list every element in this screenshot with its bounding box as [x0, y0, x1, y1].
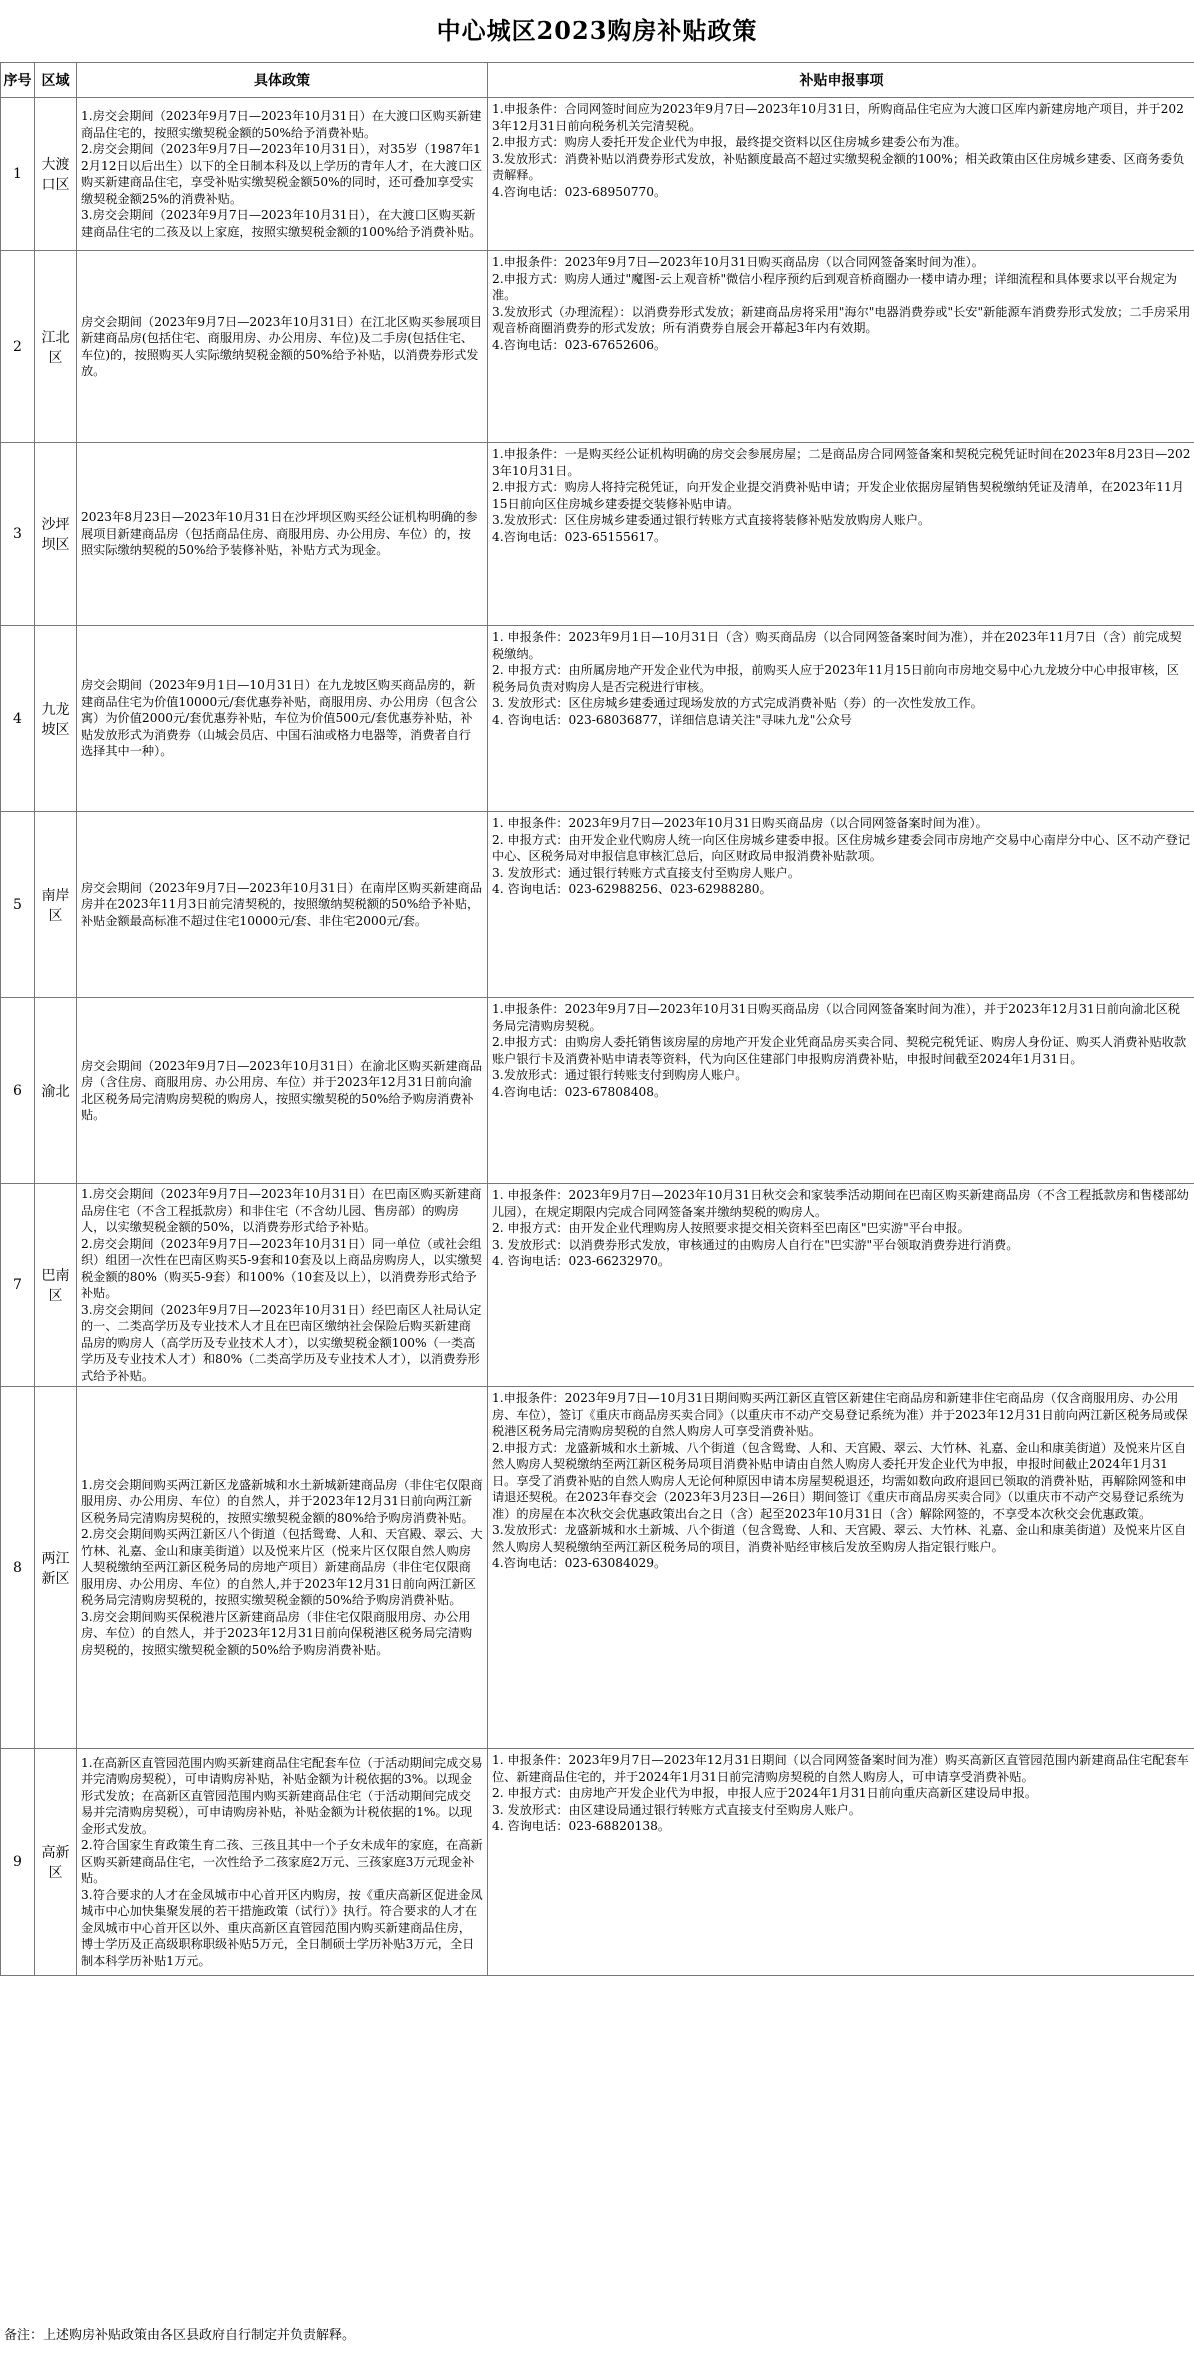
apply-item: 3.发放形式：龙盛新城和水土新城、八个街道（包含鸳鸯、人和、天宫殿、翠云、大竹林、礼嘉、金山和康美街道）及悦来片区自然人购房人契税缴纳至两江新区税务局的项目，消费补贴经审核后发放至购房人指定银行账户。: [492, 1523, 1187, 1554]
table-row: [1, 1749, 1194, 1976]
row-num: 6: [1, 998, 35, 1184]
policy-item: 3.房交会期间购买保税港片区新建商品房（非住宅仅限商服用房、办公用房、车位）的自然人，并于2023年12月31日前向保税港区税务局完清购房契税的，按照实缴契税金额的50%给予购房消费补贴。: [81, 1609, 473, 1657]
policy-table: [0, 62, 1194, 1976]
row-num: 5: [1, 812, 35, 998]
row-policy: [77, 1184, 488, 1387]
row-num: 2: [1, 251, 35, 443]
row-policy: [77, 812, 488, 998]
row-apply: [488, 626, 1194, 812]
apply-item: 3.发放形式：通过银行转账支付到购房人账户。: [492, 1068, 748, 1082]
apply-item: 3. 发放形式：通过银行转账方式直接支付至购房人账户。: [492, 865, 801, 880]
row-policy: [77, 626, 488, 812]
header-policy: 具体政策: [77, 63, 488, 98]
row-apply: [488, 251, 1194, 443]
footnote: 备注：上述购房补贴政策由各区县政府自行制定并负责解释。: [4, 2328, 356, 2343]
row-apply: [488, 1749, 1194, 1976]
table-row: [1, 998, 1194, 1184]
table-row: [1, 812, 1194, 998]
apply-item: 2.申报方式：龙盛新城和水土新城、八个街道（包含鸳鸯、人和、天宫殿、翠云、大竹林、礼嘉、金山和康美街道）及悦来片区自然人购房人契税缴纳至两江新区税务局项目消费补贴申请由自然人购房人委托开发企业代为申报，申报时间截止2024年1月31日。享受了消费补贴的自然人购房人无论何种原因申请本房屋契税退还，均需如数向政府退回已领取的消费补贴，再解除网签和申请退还契税。在2023年春交会（2023年3月23日—26日）期间签订《重庆市商品房买卖合同》（以重庆市不动产交易登记系统为准）的房屋在本次秋交会优惠政策出台之日（含）起至2023年10月31日（含）解除网签的，不享受本次秋交会优惠政策。: [492, 1440, 1187, 1521]
page-title: 中心城区2023购房补贴政策: [436, 16, 758, 45]
policy-item: 2023年8月23日—2023年10月31日在沙坪坝区购买经公证机构明确的参展项目新建商品房（包括商品住房、商服用房、办公用房、车位）的，按照实际缴纳契税的50%给予装修补贴，补贴方式为现金。: [81, 510, 478, 558]
row-num: 4: [1, 626, 35, 812]
policy-item: 2.房交会期间购买两江新区八个街道（包括鸳鸯、人和、天宫殿、翠云、大竹林、礼嘉、金山和康美街道）以及悦来片区（悦来片区仅限自然人购房人契税缴纳至两江新区税务局的房地产项目）新建商品房（非住宅仅限商服用房、办公用房、车位）的自然人,并于2023年12月31日前向两江新区税务局完清购房契税的，按照实缴契税金额的50%给予购房消费补贴。: [81, 1527, 483, 1608]
row-apply: [488, 443, 1194, 626]
table-row: [1, 98, 1194, 251]
table-header-row: [1, 63, 1194, 98]
row-apply: [488, 998, 1194, 1184]
row-policy: [77, 1749, 488, 1976]
apply-item: 1.申报条件：2023年9月7日—10月31日期间购买两江新区直管区新建住宅商品房和新建非住宅商品房（仅含商服用房、办公用房、车位），签订《重庆市商品房买卖合同》（以重庆市不动产交易登记系统为准）并于2023年12月31日前向两江新区税务局或保税港区税务局完清购房契税的自然人购房人可享受消费补贴。: [492, 1391, 1188, 1438]
policy-item: 2.房交会期间（2023年9月7日—2023年10月31日）同一单位（或社会组织）组团一次性在巴南区购买5-9套和10套及以上商品房购房人，以实缴契税金额的80%（购买5-9套）和100%（10套及以上），以消费券形式给予补贴。: [81, 1236, 482, 1300]
row-district: 九龙坡区: [35, 626, 77, 812]
row-policy: [77, 251, 488, 443]
apply-item: 1.申报条件：2023年9月7日—2023年10月31日购买商品房（以合同网签备案时间为准），并于2023年12月31日前向渝北区税务局完清购房契税。: [492, 1002, 1180, 1033]
apply-item: 4.咨询电话：023-67808408。: [492, 1084, 667, 1099]
policy-item: 房交会期间（2023年9月1日—10月31日）在九龙坡区购买商品房的，新建商品住宅为价值10000元/套优惠券补贴，商服用房、办公用房（包含公寓）为价值2000元/套优惠券补贴，车位为价值500元/套优惠券补贴，补贴发放形式为消费券（山城会员店、中国石油或格力电器等，消费者自行选择其中一种）。: [81, 678, 478, 759]
apply-item: 2.申报方式：购房人委托开发企业代为申报，最终提交资料以区住房城乡建委公布为准。: [492, 135, 967, 149]
apply-item: 2. 申报方式：由房地产开发企业代为申报，申报人应于2024年1月31日前向重庆高新区建设局申报。: [492, 1786, 1038, 1800]
policy-item: 房交会期间（2023年9月7日—2023年10月31日）在渝北区购买新建商品房（含住房、商服用房、办公用房、车位）并于2023年12月31日前向渝北区税务局完清购房契税的购房人，按照实缴契税的50%给予购房消费补贴。: [81, 1058, 483, 1122]
apply-item: 4.咨询电话：023-68950770。: [492, 184, 667, 199]
policy-item: 2.符合国家生育政策生育二孩、三孩且其中一个子女未成年的家庭，在高新区购买新建商品住宅，一次性给予二孩家庭2万元、三孩家庭3万元现金补贴。: [81, 1838, 483, 1886]
header-district: 区域: [35, 63, 77, 98]
row-district: 渝北: [35, 998, 77, 1184]
apply-item: 4. 咨询电话：023-68820138。: [492, 1819, 671, 1833]
apply-item: 3.发放形式：区住房城乡建委通过银行转账方式直接将装修补贴发放购房人账户。: [492, 513, 931, 527]
row-num: 7: [1, 1184, 35, 1387]
apply-item: 1.申报条件：2023年9月7日—2023年10月31日购买商品房（以合同网签备案时间为准）。: [492, 255, 984, 269]
apply-item: 2.申报方式：购房人通过"魔图-云上观音桥"微信小程序预约后到观音桥商圈办一楼申请办理；详细流程和具体要求以平台规定为准。: [492, 271, 1178, 302]
apply-item: 2.申报方式：由购房人委托销售该房屋的房地产开发企业凭商品房买卖合同、契税完税凭证、购房人身份证、购买人消费补贴收款账户银行卡及消费补贴申请表等资料，代为向区住建部门申报购房消费补贴，申报时间截至2024年1月31日。: [492, 1035, 1187, 1066]
apply-item: 3. 发放形式：以消费券形式发放，审核通过的由购房人自行在"巴实游"平台领取消费券进行消费。: [492, 1237, 1019, 1252]
row-num: 3: [1, 443, 35, 626]
row-apply: [488, 98, 1194, 251]
row-apply: [488, 1387, 1194, 1749]
policy-item: 1.房交会期间（2023年9月7日—2023年10月31日）在大渡口区购买新建商品住宅的，按照实缴契税金额的50%给予消费补贴。: [81, 109, 482, 140]
apply-item: 3.发放形式（办理流程）：以消费券形式发放；新建商品房将采用"海尔"电器消费券或"长安"新能源车消费券形式发放；二手房采用观音桥商圈消费券的形式发放；所有消费券自展会开幕起3年内有效期。: [492, 304, 1191, 335]
policy-item: 3.房交会期间（2023年9月7日—2023年10月31日），在大渡口区购买新建商品住宅的二孩及以上家庭，按照实缴契税金额的100%给予消费补贴。: [81, 208, 482, 239]
apply-item: 4.咨询电话：023-63084029。: [492, 1556, 667, 1570]
apply-item: 1.申报条件：一是购买经公证机构明确的房交会参展房屋；二是商品房合同网签备案和契税完税凭证时间在2023年8月23日—2023年10月31日。: [492, 447, 1191, 478]
apply-item: 1. 申报条件：2023年9月7日—2023年10月31日购买商品房（以合同网签备案时间为准）。: [492, 816, 988, 830]
apply-item: 3. 发放形式：区住房城乡建委通过现场发放的方式完成消费补贴（券）的一次性发放工作。: [492, 696, 983, 710]
row-policy: [77, 443, 488, 626]
apply-item: 2. 申报方式：由开发企业代购房人统一向区住房城乡建委申报。区住房城乡建委会同市房地产交易中心南岸分中心、区不动产登记中心、区税务局对申报信息审核汇总后，向区财政局申报消费补贴款项。: [492, 832, 1191, 863]
row-policy: [77, 998, 488, 1184]
row-num: 1: [1, 98, 35, 251]
row-district: 巴南区: [35, 1184, 77, 1387]
row-district: 沙坪坝区: [35, 443, 77, 626]
row-policy: [77, 1387, 488, 1749]
row-apply: [488, 1184, 1194, 1387]
apply-item: 2. 申报方式：由所属房地产开发企业代为申报，前购买人应于2023年11月15日前向市房地交易中心九龙坡分中心申报审核，区税务局负责对购房人是否完税进行审核。: [492, 663, 1179, 694]
policy-item: 1.在高新区直管园范围内购买新建商品住宅配套车位（于活动期间完成交易并完清购房契税），可申请购房补贴，补贴金额为计税依据的3%。以现金形式发放；在高新区直管园范围内购买新建商品住宅（于活动期间完成交易并完清购房契税），可申请购房补贴，补贴金额为计税依据的1%。以现金形式发放。: [81, 1755, 483, 1836]
apply-item: 2.申报方式：购房人将持完税凭证，向开发企业提交消费补贴申请；开发企业依据房屋销售契税缴纳凭证及清单，在2023年11月15日前向区住房城乡建委提交装修补贴申请。: [492, 480, 1184, 511]
apply-item: 1. 申报条件：2023年9月7日—2023年12月31日期间（以合同网签备案时间为准）购买高新区直管园范围内新建商品住宅配套车位、新建商品住宅的，并于2024年1月31日前完清购房契税的自然人购房人，可申请享受消费补贴。: [492, 1753, 1189, 1784]
table-row: [1, 1387, 1194, 1749]
table-row: [1, 443, 1194, 626]
policy-item: 房交会期间（2023年9月7日—2023年10月31日）在江北区购买参展项目新建商品房(包括住宅、商服用房、办公用房、车位)及二手房(包括住宅、车位)的，按照购买人实际缴纳契税金额的50%给予补贴，以消费券形式发放。: [81, 314, 483, 378]
policy-item: 3.房交会期间（2023年9月7日—2023年10月31日）经巴南区人社局认定的一、二类高学历及专业技术人才且在巴南区缴纳社会保险后购买新建商品房的购房人（高学历及专业技术人才），以实缴契税金额100%（一类高学历及专业技术人才）和80%（二类高学历及专业技术人才），以消费券形式给予补贴。: [81, 1302, 482, 1383]
row-apply: [488, 812, 1194, 998]
policy-item: 1.房交会期间购买两江新区龙盛新城和水土新城新建商品房（非住宅仅限商服用房、办公用房、车位）的自然人，并于2023年12月31日前向两江新区税务局完清购房契税的，按照实缴契税金额的80%给予购房消费补贴。: [81, 1477, 483, 1525]
row-district: 南岸区: [35, 812, 77, 998]
policy-item: 房交会期间（2023年9月7日—2023年10月31日）在南岸区购买新建商品房并在2023年11月3日前完清契税的，按照缴纳契税额的50%给予补贴，补贴金额最高标准不超过住宅10000元/套、非住宅2000元/套。: [81, 880, 483, 928]
table-row: [1, 251, 1194, 443]
policy-item: 2.房交会期间（2023年9月7日—2023年10月31日），对35岁（1987年12月12日以后出生）以下的全日制本科及以上学历的青年人才，在大渡口区购买新建商品住宅，享受补贴实缴契税金额50%的同时，还可叠加享受实缴契税金额25%的消费补贴。: [81, 142, 483, 206]
row-district: 大渡口区: [35, 98, 77, 251]
policy-item: 1.房交会期间（2023年9月7日—2023年10月31日）在巴南区购买新建商品房住宅（不含工程抵款房）和非住宅（不含幼儿园、售房部）的购房人，以实缴契税金额的50%，以消费券形式给予补贴。: [81, 1187, 482, 1234]
row-district: 高新区: [35, 1749, 77, 1976]
apply-item: 1.申报条件：合同网签时间应为2023年9月7日—2023年10月31日，所购商品住宅应为大渡口区库内新建房地产项目，并于2023年12月31日前向税务机关完清契税。: [492, 102, 1184, 133]
row-policy: [77, 98, 488, 251]
header-num: 序号: [1, 63, 35, 98]
row-district: 江北区: [35, 251, 77, 443]
apply-item: 4.咨询电话：023-67652606。: [492, 337, 667, 352]
apply-item: 3. 发放形式：由区建设局通过银行转账方式直接支付至购房人账户。: [492, 1802, 861, 1817]
apply-item: 4. 咨询电话：023-66232970。: [492, 1254, 671, 1268]
policy-item: 3.符合要求的人才在金凤城市中心首开区内购房，按《重庆高新区促进金凤城市中心加快集聚发展的若干措施政策（试行）》执行。符合要求的人才在金凤城市中心首开区以外、重庆高新区直管园范围内购买新建商品住房，博士学历及正高级职称职级补贴5万元，全日制硕士学历补贴3万元，全日制本科学历补贴1万元。: [81, 1887, 483, 1968]
apply-item: 4. 咨询电话：023-68036877，详细信息请关注"寻味九龙"公众号: [492, 712, 852, 727]
table-row: [1, 626, 1194, 812]
row-num: 8: [1, 1387, 35, 1749]
apply-item: 3.发放形式：消费补贴以消费券形式发放，补贴额度最高不超过实缴契税金额的100%；相关政策由区住房城乡建委、区商务委负责解释。: [492, 151, 1185, 182]
table-row: [1, 1184, 1194, 1387]
row-num: 9: [1, 1749, 35, 1976]
apply-item: 2. 申报方式：由开发企业代理购房人按照要求提交相关资料至巴南区"巴实游"平台申报。: [492, 1221, 970, 1235]
row-district: 两江新区: [35, 1387, 77, 1749]
header-apply: 补贴申报事项: [488, 63, 1194, 98]
apply-item: 1. 申报条件：2023年9月7日—2023年10月31日秋交会和家装季活动期间在巴南区购买新建商品房（不含工程抵款房和售楼部幼儿园），在规定期限内完成合同网签备案并缴纳契税的购房人。: [492, 1188, 1189, 1219]
apply-item: 4. 咨询电话：023-62988256、023-62988280。: [492, 882, 772, 896]
apply-item: 1. 申报条件：2023年9月1日—10月31日（含）购买商品房（以合同网签备案时间为准），并在2023年11月7日（含）前完成契税缴纳。: [492, 630, 1182, 661]
apply-item: 4.咨询电话：023-65155617。: [492, 529, 667, 544]
